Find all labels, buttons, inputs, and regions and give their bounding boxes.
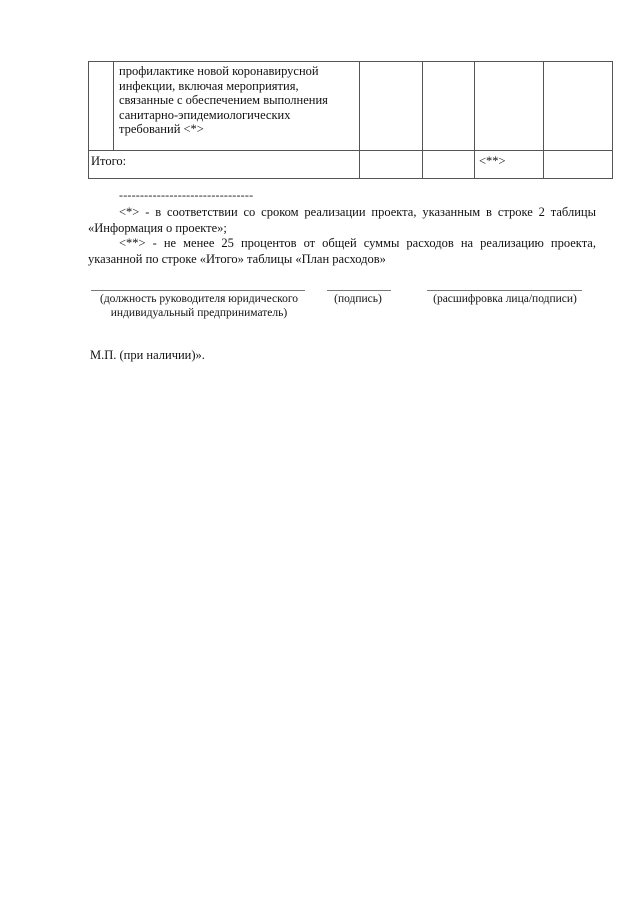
position-caption: (должность руководителя юридического индивидуальный предприниматель) xyxy=(99,293,299,319)
signature-line xyxy=(327,290,391,291)
description-line: связанные с обеспечением выполнения xyxy=(119,93,328,107)
amount-cell xyxy=(360,62,423,151)
description-line: профилактике новой коронавирусной xyxy=(119,64,319,78)
row-number-cell xyxy=(89,62,114,151)
decoding-signature-line xyxy=(427,290,582,291)
signature-caption: (подпись) xyxy=(334,293,382,305)
total-marker: <**> xyxy=(475,151,544,179)
stamp-placeholder: М.П. (при наличии)». xyxy=(90,348,205,362)
description-line: санитарно-эпидемиологических xyxy=(119,107,291,122)
amount-cell xyxy=(360,151,423,179)
amount-cell xyxy=(423,62,475,151)
amount-cell xyxy=(544,62,613,151)
amount-cell xyxy=(475,62,544,151)
expense-description-cell xyxy=(114,62,360,151)
position-signature-line xyxy=(91,290,305,291)
footnote-1: <*> - в соответствии со сроком реализации проекта, указанным в строке 2 таблицы «Информация о проекте»; xyxy=(88,205,596,235)
expense-table xyxy=(88,61,613,179)
decoding-caption: (расшифровка лица/подписи) xyxy=(433,293,577,305)
description-line: требований <*> xyxy=(119,122,204,136)
amount-cell xyxy=(544,151,613,179)
total-label: Итого: xyxy=(89,151,360,179)
footnote-2: <**> - не менее 25 процентов от общей суммы расходов на реализацию проекта, указанной по строке «Итого» таблицы «План расходов» xyxy=(88,236,596,266)
table-row xyxy=(89,62,613,151)
total-row xyxy=(89,151,613,179)
amount-cell xyxy=(423,151,475,179)
description-line: инфекции, включая мероприятия, xyxy=(119,78,299,93)
footnote-separator: -------------------------------- xyxy=(119,188,254,202)
